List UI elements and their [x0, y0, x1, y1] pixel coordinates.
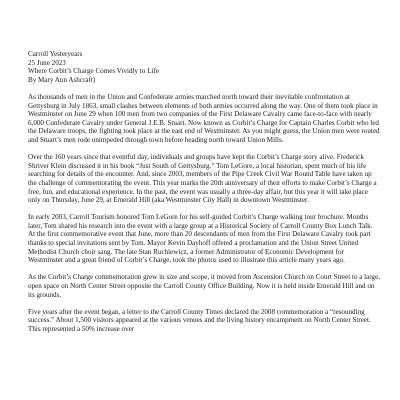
article-header — [28, 50, 380, 84]
column-name: Carroll Yesteryears — [28, 50, 83, 58]
article — [28, 50, 380, 342]
article-byline: By Mary Ann Ashcraft) — [28, 75, 96, 84]
paragraph-2: Over the 160 years since that eventful day, individuals and groups have kept the Corbit’s Charge story alive. Frederick Shriver Klein discussed it in his book “Just South of Gettysburg.” Tom LeGore, a local historian, spent much of his life searching for details of the encounter. And, since 2003, members of the Pipe Creek Civil War Round Table have taken up the challenge of commemorating the event. This year marks the 20th anniversary of their efforts to make Corbit’s Charge a free, fun, and educational experience. In the past, the event was usually a three-day affair, but this year it will take place only on Thursday, June 29, at Emerald Hill (aka Westminster City Hall) in downtown Westminster. — [28, 153, 377, 205]
article-date: 25 June 2023 — [28, 58, 66, 67]
paragraph-4: As the Corbit’s Charge commemoration grew in size and scope, it moved from Ascension Church on Court Street to a large, open space on North Center Street opposite the Carroll County Office Building. Now it is held inside Emerald Hill and on its grounds. — [28, 273, 380, 299]
paragraph-3: In early 2003, Carroll Tourism honored Tom LeGore for his self-guided Corbit’s Charge walking tour brochure. Months later, Tom shared his research into the event with a large group at a Historical Society of Carroll County Box Lunch Talk. At the first commemorative event that June, more than 20 descendants of men from the First Delaware Cavalry took part thanks to special invitations sent by Tom. Mayor Kevin Dayhoff offered a proclamation and the Union Street United Methodist Church choir sang. The late Stan Ruchlewicz, a former Administrator of Economic Development for Westminster and a great friend of Corbit’s Charge, took the photos used to illustrate this article many years ago. — [28, 213, 373, 265]
paragraph-5: Five years after the event began, a letter to the Carroll County Times declared the 2008 commemoration a “resounding success.” About 1,500 visitors appeared at the various venues and the living history encampment on North Center Street. This represented a 50% increase over — [28, 307, 371, 333]
paragraph-1: As thousands of men in the Union and Confederate armies marched north toward their inevitable confrontation at Gettysburg in July 1863, small clashes between elements of both armies occurred along the way. One of them took place in Westminster on June 29 when 100 men from two companies of the First Delaware Cavalry came face-to-face with nearly 6,000 Confederate Cavalry under General J.E.B. Stuart. Now known as Corbit’s Charge for Captain Charles Corbit who led the Delaware troops, the fighting took place at the east end of Westminster. As you might guess, the Union men were routed and Stuart’s men rode unimpeded through town before heading north toward Union Mills. — [28, 92, 380, 144]
article-title: Where Corbit’s Charge Comes Vividly to Life — [28, 67, 159, 76]
